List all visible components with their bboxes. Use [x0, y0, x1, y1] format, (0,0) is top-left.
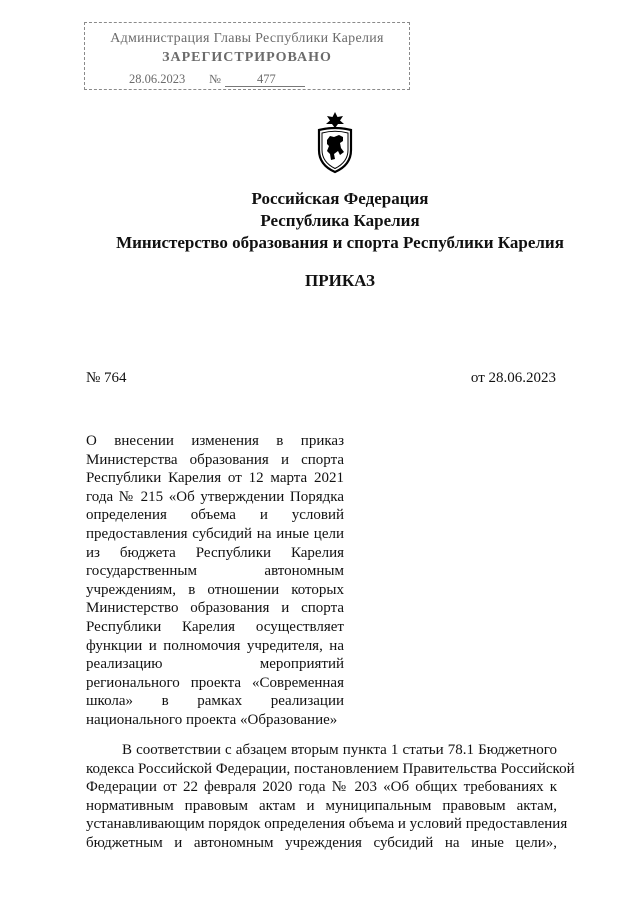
body-line: Федерации от 22 февраля 2020 года № 203 «Об общих требованиях к: [86, 779, 557, 796]
body-line: бюджетным и автономным учреждения субсидий на иные цели»,: [86, 834, 557, 851]
subject-line: предоставления субсидий на иные цели: [86, 525, 344, 542]
subject-line: учреждениям, в отношении которых: [86, 581, 344, 598]
subject-line: Министерства образования и спорта: [86, 451, 344, 468]
registration-stamp: [84, 22, 410, 90]
subject-line: из бюджета Республики Карелия: [86, 544, 344, 561]
subject-line: Министерство образования и спорта: [86, 600, 344, 617]
stamp-number-underline: [225, 86, 305, 87]
subject-line: функции и полномочия учредителя, на: [86, 637, 344, 654]
body-line: устанавливающим порядок определения объема и условий предоставления: [86, 816, 568, 833]
subject-line: регионального проекта «Современная: [86, 674, 344, 691]
header-republic: Республика Карелия: [260, 211, 420, 230]
header-ministry: Министерство образования и спорта Республики Карелия: [116, 233, 564, 252]
subject-line: Республики Карелия осуществляет: [86, 618, 344, 635]
subject-line: школа» в рамках реализации: [86, 693, 344, 710]
order-subject: [86, 432, 344, 730]
subject-line: Республики Карелия от 12 марта 2021: [86, 470, 344, 487]
stamp-status: ЗАРЕГИСТРИРОВАНО: [162, 50, 332, 65]
karelia-coat-of-arms-icon: [312, 110, 358, 174]
subject-line: национального проекта «Образование»: [86, 711, 338, 728]
header-federation: Российская Федерация: [251, 189, 429, 208]
subject-line: года № 215 «Об утверждении Порядка: [86, 488, 344, 505]
body-line: нормативным правовым актам и муниципальным правовым актам,: [86, 797, 557, 814]
order-body-text: [86, 741, 575, 853]
document-type-title: ПРИКАЗ: [305, 271, 375, 290]
stamp-date: 28.06.2023: [129, 72, 186, 86]
body-line: кодекса Российской Федерации, постановлением Правительства Российской: [86, 760, 575, 777]
stamp-number-sign: №: [209, 72, 221, 86]
subject-line: определения объема и условий: [86, 507, 344, 524]
document-date: от 28.06.2023: [470, 370, 556, 386]
stamp-number: 477: [257, 72, 276, 86]
subject-line: реализацию мероприятий: [86, 656, 344, 673]
stamp-organization: Администрация Главы Республики Карелия: [110, 31, 384, 46]
subject-line: государственным автономным: [86, 563, 344, 580]
subject-line: О внесении изменения в приказ: [86, 433, 344, 449]
body-line: В соответствии с абзацем вторым пункта 1 статьи 78.1 Бюджетного: [122, 742, 557, 758]
document-number: № 764: [86, 370, 127, 386]
